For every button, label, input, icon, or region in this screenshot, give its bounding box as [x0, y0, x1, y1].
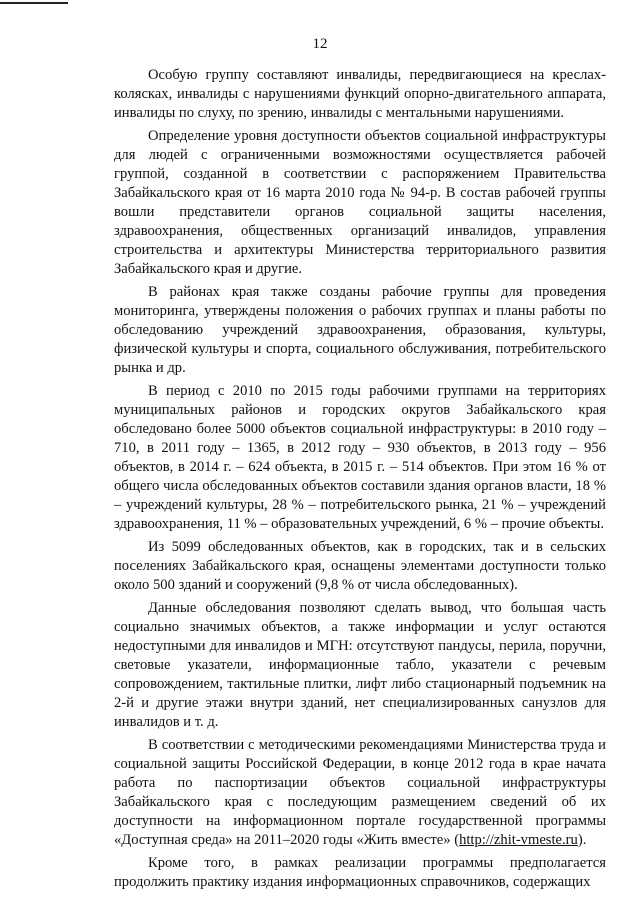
paragraph-6: Данные обследования позволяют сделать вывод, что большая часть социально значимых объектов, а также информации и услуг остаются недоступными для инвалидов и МГН: отсутствуют пандусы, перила, поручни, световые указатели, информационные табло, указатели с речевым сопровождением, тактильные плитки, лифт либо стационарный подъемник на 2-й и другие этажи внутри зданий, нет специализированных санузлов для инвалидов и т. д.: [114, 600, 606, 730]
paragraph-4: В период с 2010 по 2015 годы рабочими группами на территориях муниципальных районов и городских округов Забайкальского края обследовано более 5000 объектов социальной инфраструктуры: в 2010 году – 710, в 2011 году – 1365, в 2012 году – 930 объектов, в 2013 году – 956 объектов, в 2014 г. – 624 объекта, в 2015 г. – 514 объектов. При этом 16 % от общего числа обследованных объектов составили здания органов власти, 18 % – учреждений культуры, 28 % – потребительского рынка, 21 % – учреждений здравоохранения, 11 % – образовательных учреждений, 6 % – прочие объекты.: [114, 383, 606, 532]
paragraph-8: Кроме того, в рамках реализации программы предполагается продолжить практику издания информационных справочников, содержащих: [114, 855, 606, 890]
paragraph-1: Особую группу составляют инвалиды, передвигающиеся на креслах-колясках, инвалиды с нарушениями функций опорно-двигательного аппарата, инвалиды по слуху, по зрению, инвалиды с ментальными нарушениями.: [114, 67, 606, 121]
document-body: [114, 66, 606, 892]
paragraph-7: [114, 736, 606, 850]
paragraph-7-tail: ).: [577, 832, 587, 848]
top-edge-line: [0, 2, 68, 4]
paragraph-5: Из 5099 обследованных объектов, как в городских, так и в сельских поселениях Забайкальского края, оснащены элементами доступности только около 500 зданий и сооружений (9,8 % от числа обследованных).: [114, 539, 606, 593]
portal-link[interactable]: http://zhit-vmeste.ru: [459, 832, 578, 848]
paragraph-7-text: В соответствии с методическими рекомендациями Министерства труда и социальной защиты Российской Федерации, в конце 2012 года в крае начата работа по паспортизации объектов социальной инфраструктуры Забайкальского края с последующим размещением сведений об их доступности на информационном портале государственной программы «Доступная среда» на 2011–2020 годы «Жить вместе» (: [114, 737, 606, 848]
paragraph-3: В районах края также созданы рабочие группы для проведения мониторинга, утверждены положения о рабочих группах и планы работы по обследованию учреждений здравоохранения, образования, культуры, физической культуры и спорта, социального обслуживания, потребительского рынка и др.: [114, 284, 606, 376]
page-number: 12: [312, 36, 328, 52]
paragraph-2: Определение уровня доступности объектов социальной инфраструктуры для людей с ограниченными возможностями осуществляется рабочей группой, созданной в соответствии с распоряжением Правительства Забайкальского края от 16 марта 2010 года № 94-р. В состав рабочей группы вошли представители органов социальной защиты населения, здравоохранения, общественных организаций инвалидов, управления строительства и архитектуры Министерства территориального развития Забайкальского края и другие.: [114, 128, 606, 277]
